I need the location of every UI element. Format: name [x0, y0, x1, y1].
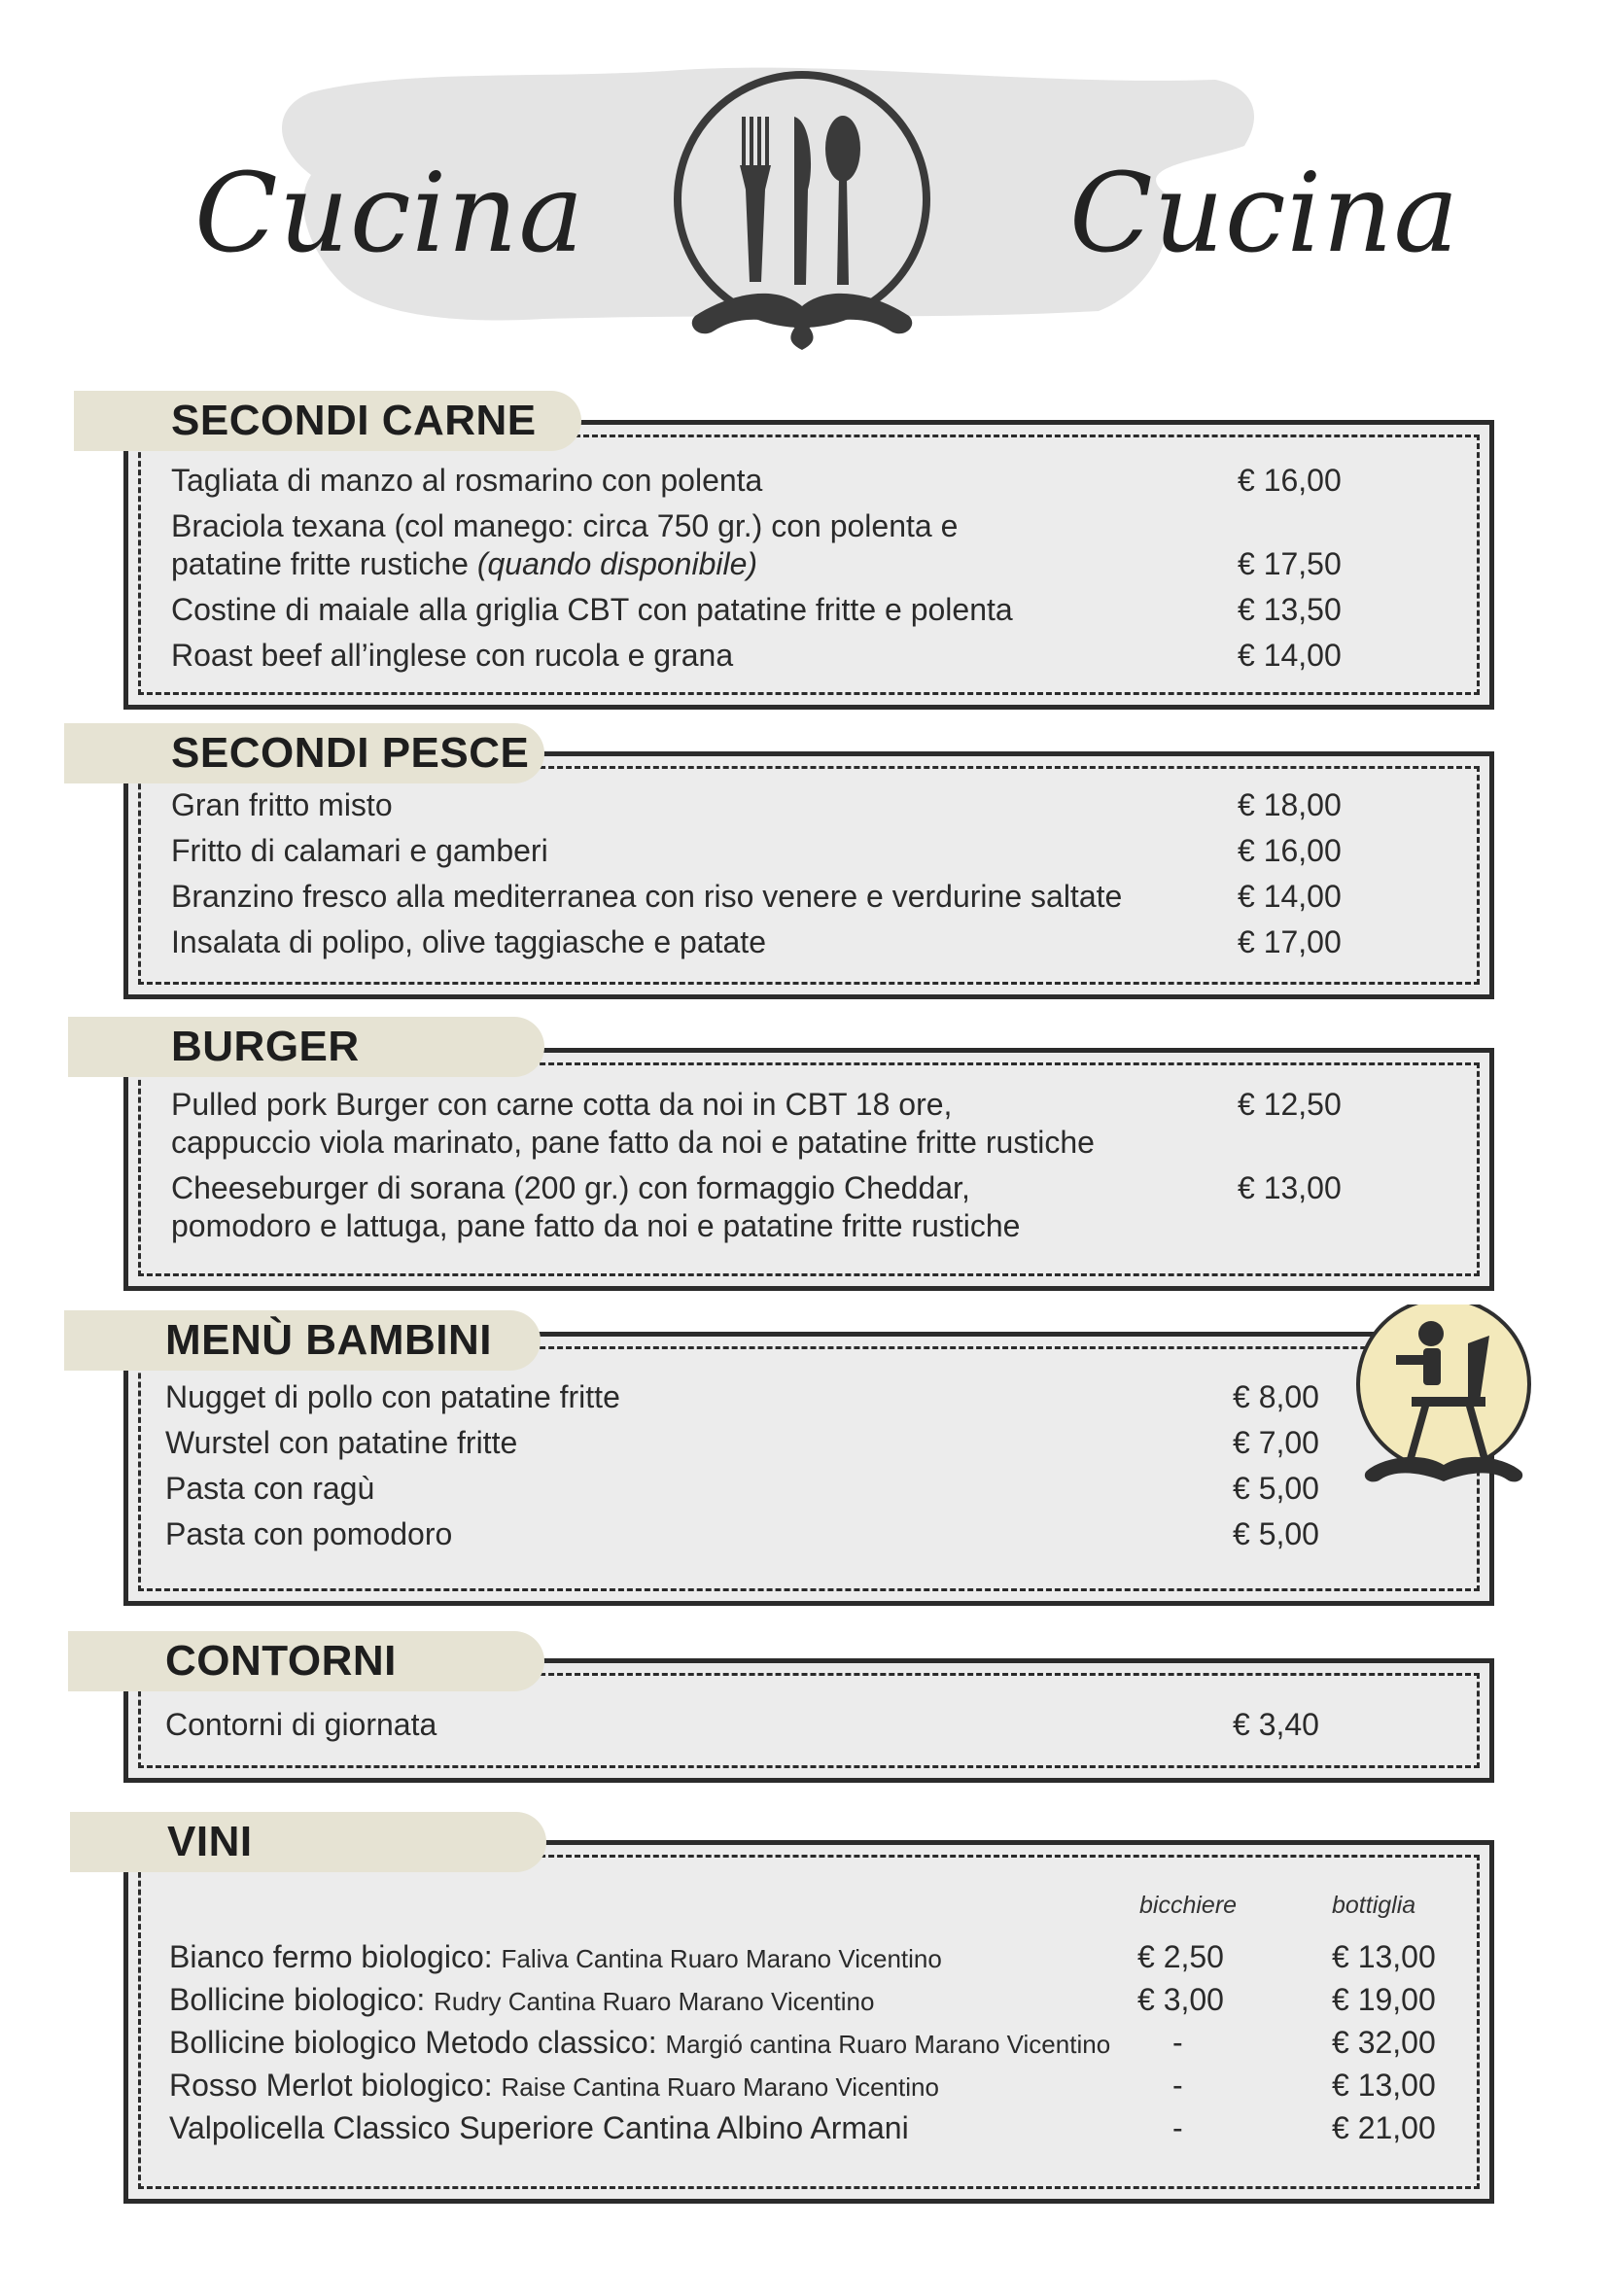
- menu-item-price: € 17,50: [1238, 546, 1342, 581]
- section-tab-carne: [74, 391, 581, 451]
- header-title-right: Cucina: [1069, 151, 1460, 277]
- menu-item-price: € 8,00: [1233, 1379, 1319, 1414]
- wine-name: Valpolicella Classico Superiore Cantina Albino Armani: [169, 2110, 909, 2145]
- menu-item: Braciola texana (col manego: circa 750 gr.) con polenta e: [171, 508, 959, 543]
- menu-item: Fritto di calamari e gamberi: [171, 833, 548, 868]
- menu-item: Cheeseburger di sorana (200 gr.) con formaggio Cheddar,: [171, 1170, 970, 1205]
- menu-item: Costine di maiale alla griglia CBT con patatine fritte e polenta: [171, 592, 1013, 627]
- menu-item: Contorni di giornata: [165, 1707, 437, 1742]
- wine-bottle-price: € 19,00: [1332, 1982, 1436, 2017]
- wine-producer: Rudry Cantina Ruaro Marano Vicentino: [434, 1987, 875, 2016]
- wine-bottle-price: € 13,00: [1332, 2068, 1436, 2103]
- menu-item: Nugget di pollo con patatine fritte: [165, 1379, 620, 1414]
- wine-item: [169, 1937, 942, 1978]
- header-title-left: Cucina: [194, 151, 585, 277]
- section-tab-contorni: [68, 1631, 544, 1691]
- menu-item: Pulled pork Burger con carne cotta da noi in CBT 18 ore,: [171, 1087, 953, 1122]
- wine-glass-price: € 2,50: [1137, 1939, 1224, 1974]
- menu-item-note: (quando disponibile): [476, 546, 758, 581]
- menu-item: Gran fritto misto: [171, 787, 393, 822]
- wine-glass-price: -: [1172, 2025, 1183, 2060]
- menu-item-price: € 7,00: [1233, 1425, 1319, 1460]
- section-tab-bambini: [64, 1310, 541, 1371]
- wine-name: Bollicine biologico:: [169, 1982, 426, 2017]
- section-title-contorni: CONTORNI: [165, 1637, 397, 1685]
- wine-glass-price: -: [1172, 2110, 1183, 2145]
- section-title-pesce: SECONDI PESCE: [171, 729, 530, 777]
- menu-item-price: € 13,50: [1238, 592, 1342, 627]
- menu-item-price: € 3,40: [1233, 1707, 1319, 1742]
- menu-item-price: € 14,00: [1238, 638, 1342, 673]
- cutlery-icon: [656, 63, 948, 355]
- menu-item-price: € 12,50: [1238, 1087, 1342, 1122]
- menu-item: Roast beef all’inglese con rucola e grana: [171, 638, 734, 673]
- wine-producer: Margió cantina Ruaro Marano Vicentino: [665, 2030, 1111, 2059]
- wine-item: [169, 1980, 874, 2021]
- child-highchair-icon: [1351, 1305, 1546, 1499]
- menu-item-line2-text: patatine fritte rustiche: [171, 546, 469, 581]
- wine-bottle-price: € 13,00: [1332, 1939, 1436, 1974]
- wine-item: [169, 2108, 909, 2147]
- menu-item-line2: pomodoro e lattuga, pane fatto da noi e patatine fritte rustiche: [171, 1208, 1021, 1243]
- column-header-bottle: bottiglia: [1332, 1892, 1416, 1919]
- menu-item-price: € 14,00: [1238, 879, 1342, 914]
- wine-glass-price: € 3,00: [1137, 1982, 1224, 2017]
- wine-item: [169, 2066, 939, 2106]
- menu-item: Insalata di polipo, olive taggiasche e patate: [171, 924, 766, 959]
- section-title-burger: BURGER: [171, 1023, 360, 1070]
- menu-item-price: € 18,00: [1238, 787, 1342, 822]
- wine-name: Rosso Merlot biologico:: [169, 2068, 493, 2103]
- section-title-vini: VINI: [167, 1818, 253, 1865]
- section-tab-vini: [70, 1812, 546, 1872]
- wine-producer: Raise Cantina Ruaro Marano Vicentino: [501, 2072, 939, 2102]
- menu-item-price: € 16,00: [1238, 833, 1342, 868]
- menu-item-price: € 16,00: [1238, 463, 1342, 498]
- menu-item: Pasta con pomodoro: [165, 1516, 453, 1551]
- menu-item: Pasta con ragù: [165, 1471, 375, 1506]
- menu-item: Wurstel con patatine fritte: [165, 1425, 518, 1460]
- section-title-bambini: MENÙ BAMBINI: [165, 1316, 492, 1364]
- menu-header: [0, 0, 1607, 369]
- menu-item-price: € 13,00: [1238, 1170, 1342, 1205]
- menu-item-line2: [171, 544, 757, 583]
- menu-item-price: € 17,00: [1238, 924, 1342, 959]
- wine-bottle-price: € 32,00: [1332, 2025, 1436, 2060]
- section-title-carne: SECONDI CARNE: [171, 397, 537, 444]
- wine-bottle-price: € 21,00: [1332, 2110, 1436, 2145]
- section-tab-burger: [68, 1017, 544, 1077]
- wine-producer: Faliva Cantina Ruaro Marano Vicentino: [501, 1944, 942, 1973]
- wine-item: [169, 2023, 1110, 2064]
- column-header-glass: bicchiere: [1139, 1892, 1238, 1919]
- menu-item: Tagliata di manzo al rosmarino con polenta: [171, 463, 763, 498]
- section-box-vini: [123, 1840, 1494, 2204]
- wine-name: Bollicine biologico Metodo classico:: [169, 2025, 657, 2060]
- menu-item-price: € 5,00: [1233, 1471, 1319, 1506]
- wine-glass-price: -: [1172, 2068, 1183, 2103]
- wine-name: Bianco fermo biologico:: [169, 1939, 493, 1974]
- section-tab-pesce: [64, 723, 544, 783]
- menu-item-price: € 5,00: [1233, 1516, 1319, 1551]
- menu-item: Branzino fresco alla mediterranea con riso venere e verdurine saltate: [171, 879, 1123, 914]
- menu-item-line2: cappuccio viola marinato, pane fatto da noi e patatine fritte rustiche: [171, 1125, 1095, 1160]
